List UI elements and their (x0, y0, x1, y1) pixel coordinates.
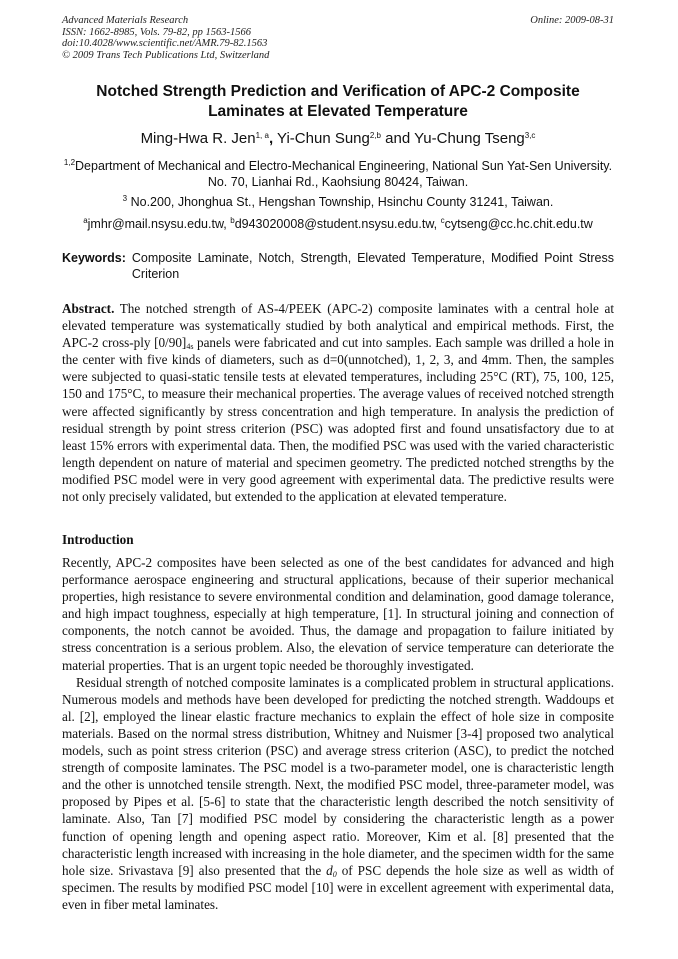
issn-line: ISSN: 1662-8985, Vols. 79-82, pp 1563-1566 (62, 26, 251, 38)
author-list: Ming-Hwa R. Jen$^{1, a}$, Yi-Chun Sung$^{2,b}$ and Yu-Chung Tseng$^{3,c}$ (140, 130, 536, 147)
affiliation-1-2-sup: 1,2 (63, 158, 76, 167)
abstract-label: Abstract. (62, 301, 115, 316)
author-and: and (385, 130, 411, 147)
intro-paragraph-2-text-2: of PSC depends the hole size as well as width of specimen. The results by modified PSC model [10] were in excellent agreement with experimental data, even in fiber metal laminates. (62, 862, 614, 912)
title-line-1: Notched Strength Prediction and Verification of APC-2 Composite (96, 83, 580, 100)
email-b-sup: b (230, 216, 235, 225)
affiliation-3-sup: 3 (122, 194, 128, 203)
intro-paragraph-2 (62, 674, 614, 913)
d0-symbol: $d_0$ (326, 862, 337, 879)
online-date: Online: 2009-08-31 (530, 15, 614, 26)
journal-name: Advanced Materials Research (62, 15, 189, 26)
title-line-2: Laminates at Elevated Temperature (208, 103, 468, 120)
affiliation-3-text: No.200, Jhonghua St., Hengshan Township, Hsinchu County 31241, Taiwan. (130, 195, 554, 209)
keywords-block (62, 250, 614, 282)
author-2: Yi-Chun Sung (277, 130, 370, 147)
email-a[interactable]: jmhr@mail.nsysu.edu.tw, (87, 217, 227, 231)
paper-title (62, 82, 614, 122)
abstract-text-2: panels were fabricated and cut into samples. Each sample was drilled a hole in the center with five kinds of diameters, such as d=0(unnotched), 1, 2, 3, and 4mm. Then, the samples were subjected to quasi-static tensile tests at elevated temperatures, including 25°C (RT), 75, 100, 125, 150 and 175°C, to measure their mechanical properties. The average values of received notched strength were affected significantly by stress concentration and high temperature. In analysis the prediction of residual strength by point stress criterion (PSC) was adopted first and found unsatisfactory due to at least 15% errors with experimental data. Then, the modified PSC was used with the varied characteristic length dependent on nature of material and specimen geometry. The predicted notched strengths by the modified PSC model were in very good agreement with experimental data. The predictive results were not only precisely validated, but extended to the application at elevated temperature. (62, 335, 614, 505)
intro-paragraph-1: Recently, APC-2 composites have been selected as one of the best candidates for advanced and high performance aerospace engineering and structural applications, because of their superior mechanical properties, high resistance to severe environmental condition and delamination, good damage tolerance, and high impact toughness, especially at high temperature, [1]. In structural joining and connection of components, the notch cannot be avoided. Thus, the damage and propagation to failure initiated by stress concentration is a serious problem. Also, the elevation of service temperature can deteriorate the material properties. That is an urgent topic needed be thoroughly investigated. (62, 555, 614, 673)
introduction-body (62, 554, 614, 913)
email-b[interactable]: d943020008@student.nsysu.edu.tw, (234, 217, 438, 231)
section-heading-introduction: Introduction (62, 532, 134, 547)
journal-header (62, 15, 614, 61)
doi-line: doi:10.4028/www.scientific.net/AMR.79-82.1563 (62, 38, 268, 49)
copyright-line: © 2009 Trans Tech Publications Ltd, Switzerland (62, 49, 270, 61)
abstract-text-1: The notched strength of AS-4/PEEK (APC-2) composite laminates with a central hole at elevated temperature was systematically studied by both analytical and empirical methods. First, the APC-2 cross-ply [0/90] (62, 301, 614, 351)
affiliation-1-2-line-2: No. 70, Lianhai Rd., Kaohsiung 80424, Taiwan. (207, 175, 469, 189)
author-1-sup: 1, a (255, 131, 269, 140)
intro-paragraph-2-text-1: Residual strength of notched composite laminates is a complicated problem in structural applications. Numerous models and methods have been developed for predicting the notched strength. Waddoups et al. [2], employed the linear elastic fracture mechanics to explain the effect of hole size in composite materials. Based on the normal stress distribution, Whitney and Nuismer [3-4] proposed two analytical models, such as point stress criterion (PSC) and average stress criterion (ASC), to predict the notched strength of composite laminates. The PSC model is a two-parameter model, one is characteristic length and the other is unnotched tensile strength. Next, the modified PSC model, three-parameter model, was proposed by Pipes et al. [5-6] to state that the characteristic length described the notch sensitivity of laminate. Also, Tan [7] modified PSC model by considering the characteristic length as a power function of opening length and opening aspect ratio. Moreover, Kim et al. [8] presented that the characteristic length increased with increasing in the hole diameter, and the specimen width for the same hole size. Srivastava [9] also presented that the (62, 674, 614, 878)
abstract (62, 300, 614, 505)
abstract-subscript: 4s (186, 342, 194, 352)
email-list (62, 216, 614, 232)
author-2-sup: 2,b (369, 131, 381, 140)
author-3: Yu-Chung Tseng (414, 130, 525, 147)
keywords-text: Composite Laminate, Notch, Strength, Elevated Temperature, Modified Point Stress Criterion (131, 251, 614, 281)
author-3-sup: 3,c (524, 131, 536, 140)
affiliation-1-2-line-1: Department of Mechanical and Electro-Mechanical Engineering, National Sun Yat-Sen University. (75, 159, 613, 173)
email-c[interactable]: cytseng@cc.hc.chit.edu.tw (444, 217, 593, 231)
email-a-sup: a (83, 216, 88, 225)
author-1: Ming-Hwa R. Jen (140, 130, 256, 147)
email-c-sup: c (440, 216, 445, 225)
keywords-label: Keywords: (62, 251, 126, 265)
affiliation-3 (62, 194, 614, 210)
affiliation-1-2 (62, 158, 614, 190)
